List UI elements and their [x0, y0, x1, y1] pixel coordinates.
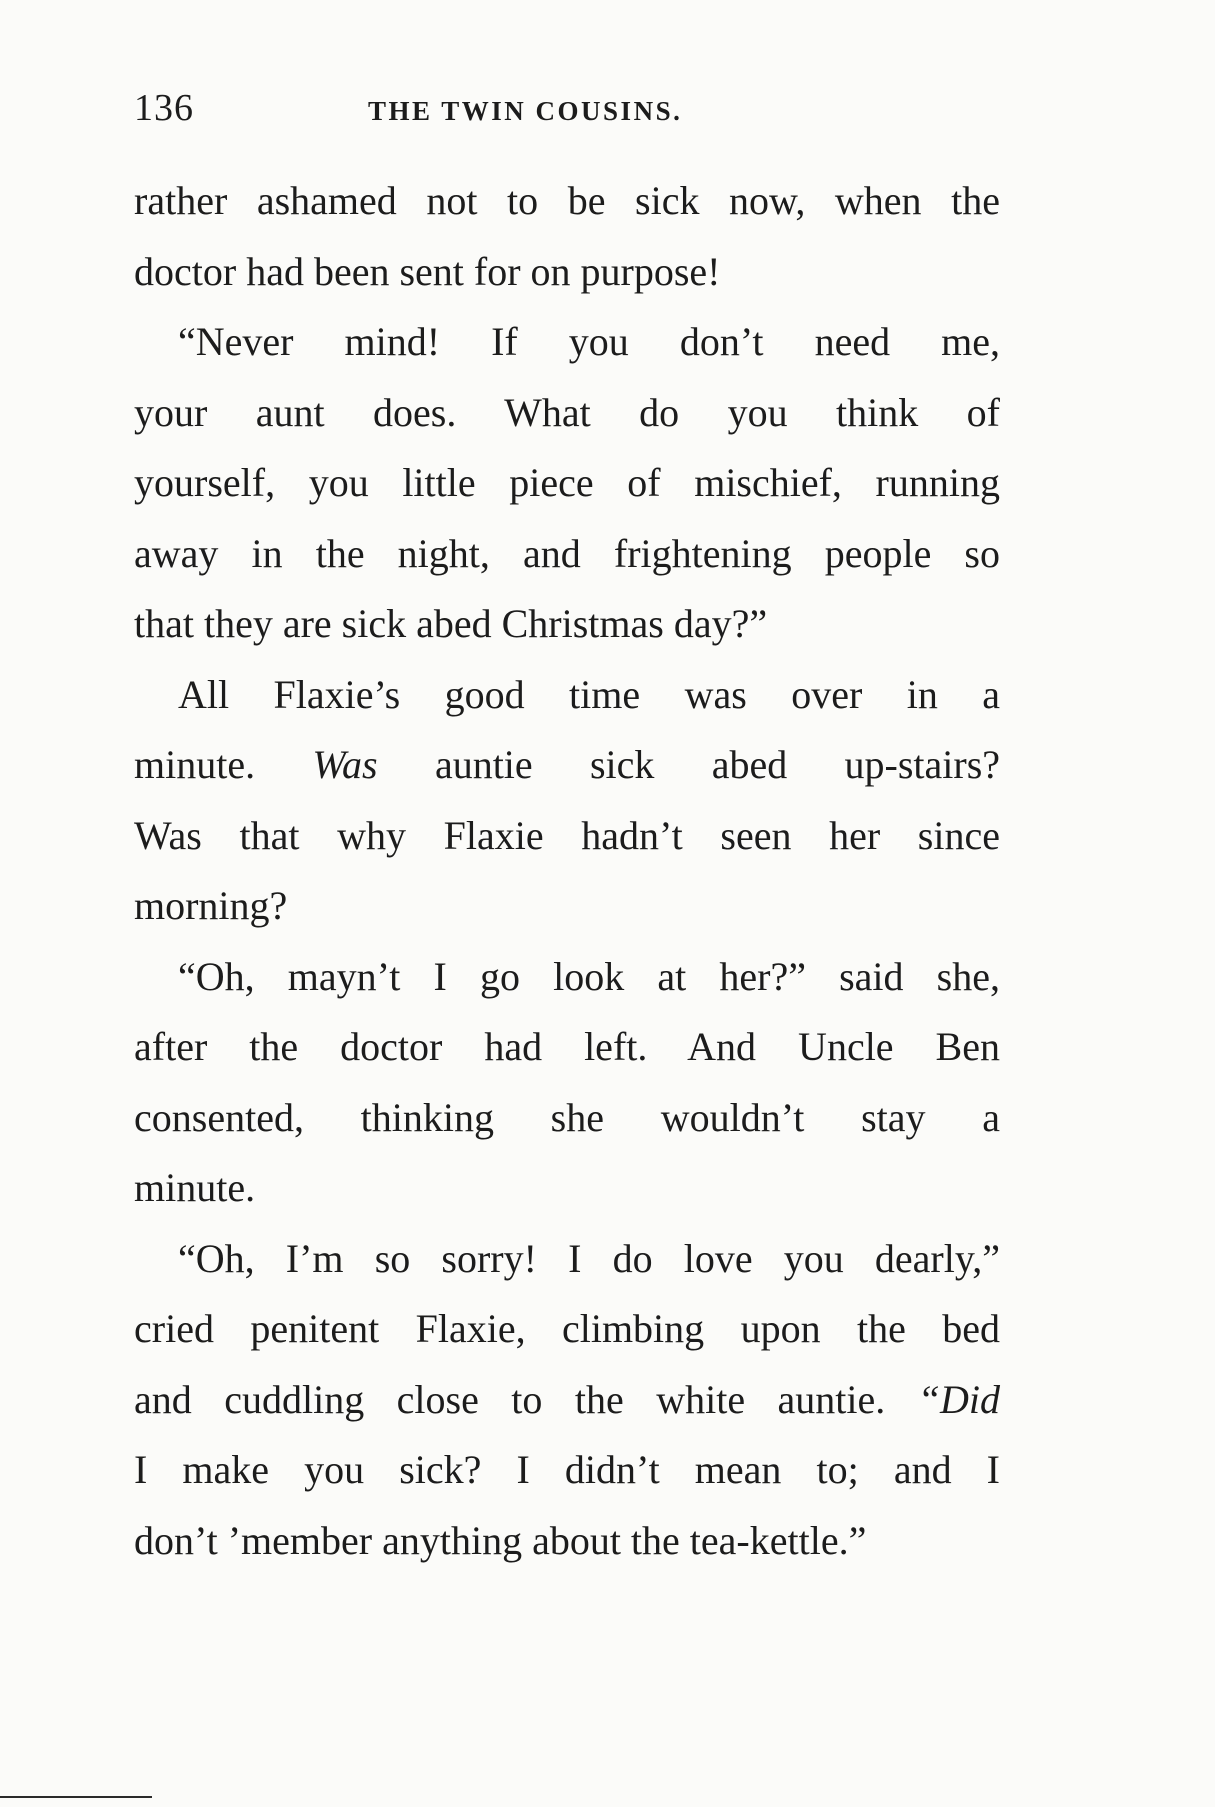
- text-line: consented, thinking she wouldn’t stay a: [134, 1094, 1000, 1140]
- text-line: that they are sick abed Christmas day?”: [134, 601, 768, 646]
- text-line: I make you sick? I didn’t mean to; and I: [134, 1447, 1000, 1492]
- paragraph-2: [134, 307, 1000, 660]
- paragraph-5: [134, 1224, 1000, 1577]
- text-line: Was that why Flaxie hadn’t seen her since: [134, 812, 1000, 858]
- text-run: auntie sick abed up-stairs?: [434, 742, 1001, 787]
- page-edge-mark: [0, 1796, 152, 1798]
- text-line: yourself, you little piece of mischief, running: [134, 460, 1000, 505]
- text-line: All Flaxie’s good time was over in a: [178, 671, 1000, 717]
- text-line: “Oh, mayn’t I go look at her?” said she,: [178, 953, 1000, 999]
- text-line: morning?: [134, 883, 288, 928]
- text-line: away in the night, and frightening people so: [134, 530, 1000, 576]
- text-line: doctor had been sent for on purpose!: [134, 248, 721, 294]
- page-number: 136: [134, 87, 194, 129]
- paragraph-4: [134, 942, 1000, 1224]
- italic-text: “Did: [917, 1376, 1000, 1422]
- text-line: minute.: [134, 1165, 256, 1210]
- text-line: rather ashamed not to be sick now, when the: [134, 178, 1000, 223]
- running-head: THE TWIN COUSINS.: [368, 96, 683, 126]
- paragraph-3: [134, 660, 1000, 942]
- text-run: and cuddling close to the white auntie.: [134, 1376, 886, 1422]
- text-line: your aunt does. What do you think of: [134, 389, 1000, 435]
- page-header: [134, 80, 1004, 140]
- text-line: after the doctor had left. And Uncle Ben: [134, 1024, 1000, 1069]
- text-line-mixed: [134, 730, 1000, 801]
- body-text: [134, 166, 1000, 1576]
- text-run: minute.: [134, 742, 256, 787]
- text-line-mixed: [134, 1365, 1000, 1436]
- text-line: don’t ’member anything about the tea-kettle.”: [134, 1517, 867, 1563]
- paragraph-1: [134, 166, 1000, 307]
- text-line: “Oh, I’m so sorry! I do love you dearly,”: [178, 1235, 1000, 1281]
- text-line: cried penitent Flaxie, climbing upon the bed: [134, 1306, 1000, 1351]
- text-line: “Never mind! If you don’t need me,: [178, 319, 1000, 364]
- italic-text: Was: [312, 742, 378, 787]
